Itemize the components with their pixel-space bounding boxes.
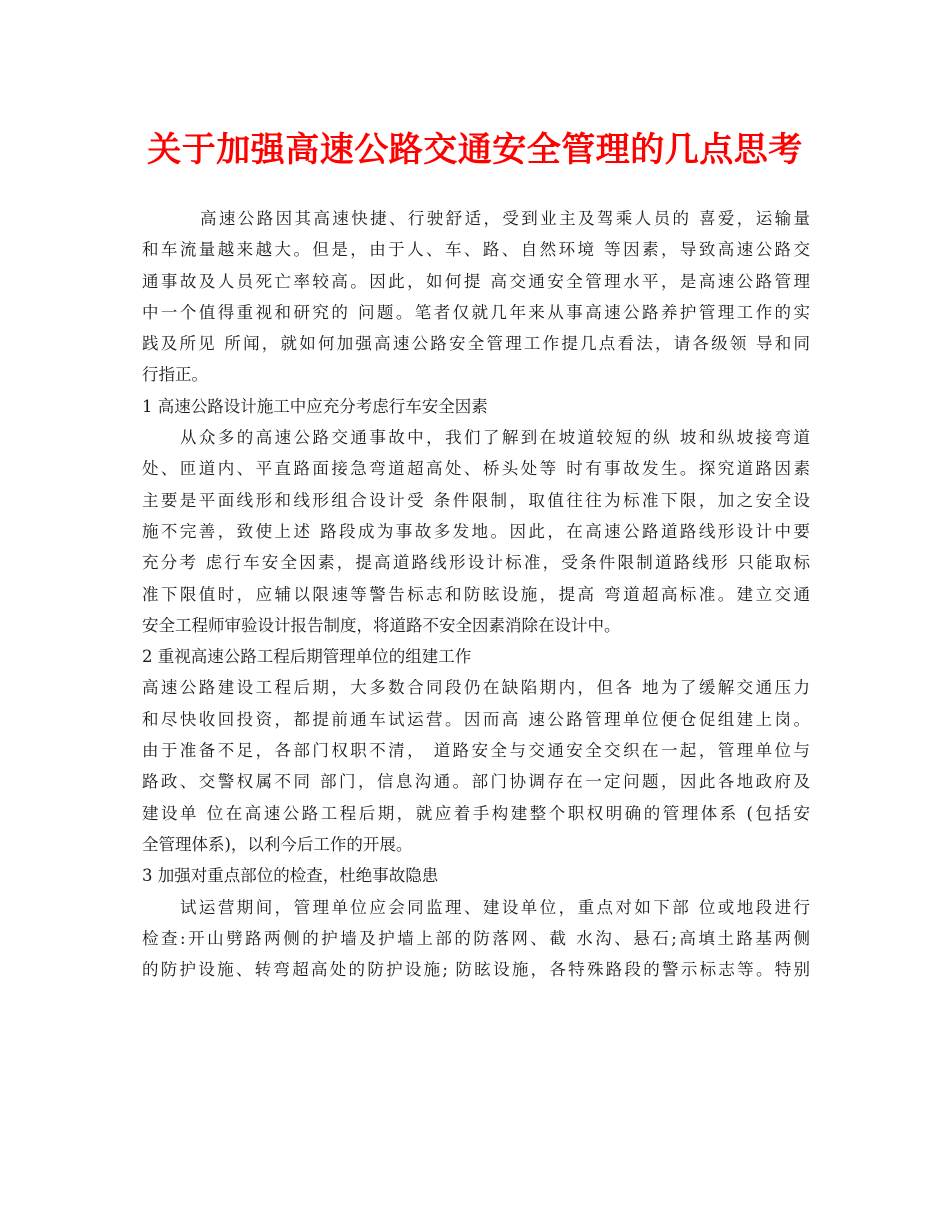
paragraph-line: 处、匝道内、平直路面接急弯道超高处、桥头处等 时有事故发生。探究道路因素 <box>142 459 810 479</box>
paragraph-line: 行指正。 <box>142 365 208 385</box>
paragraph-line: 高速公路建设工程后期，大多数合同段仍在缺陷期内，但各 地为了缓解交通压力 <box>142 678 810 698</box>
document-title: 关于加强高速公路交通安全管理的几点思考 <box>147 130 803 170</box>
paragraph-line: 和车流量越来越大。但是，由于人、车、路、自然环境 等因素，导致高速公路交 <box>142 240 810 260</box>
paragraph-line: 安全工程师审验设计报告制度，将道路不安全因素消除在设计中。 <box>142 615 621 635</box>
paragraph-line: 通事故及人员死亡率较高。因此，如何提 高交通安全管理水平，是高速公路管理 <box>142 271 810 291</box>
section-heading: 1 高速公路设计施工中应充分考虑行车安全因素 <box>142 396 488 416</box>
paragraph-line: 检查:开山劈路两侧的护墙及护墙上部的防落网、截 水沟、悬石;高填土路基两侧 <box>142 928 810 948</box>
document-body <box>142 203 810 985</box>
paragraph-line: 和尽快收回投资，都提前通车试运营。因而高 速公路管理单位便仓促组建上岗。 <box>142 709 810 729</box>
paragraph-line: 主要是平面线形和线形组合设计受 条件限制，取值往往为标准下限，加之安全设 <box>142 490 810 510</box>
paragraph-line: 施不完善，致使上述 路段成为事故多发地。因此，在高速公路道路线形设计中要 <box>142 521 810 541</box>
paragraph-line: 的防护设施、转弯超高处的防护设施; 防眩设施，各特殊路段的警示标志等。特别 <box>142 960 810 980</box>
paragraph-line: 由于准备不足，各部门权职不清， 道路安全与交通安全交织在一起，管理单位与 <box>142 741 810 761</box>
paragraph-line: 准下限值时，应辅以限速等警告标志和防眩设施，提高 弯道超高标准。建立交通 <box>142 584 810 604</box>
section-heading: 2 重视高速公路工程后期管理单位的组建工作 <box>142 647 472 667</box>
paragraph-line: 全管理体系)，以利今后工作的开展。 <box>142 834 413 854</box>
paragraph-line: 建设单 位在高速公路工程后期，就应着手构建整个职权明确的管理体系 (包括安 <box>142 803 810 823</box>
paragraph-line: 试运营期间，管理单位应会同监理、建设单位，重点对如下部 位或地段进行 <box>180 897 810 917</box>
paragraph-line: 路政、交警权属不同 部门，信息沟通。部门协调存在一定问题，因此各地政府及 <box>142 772 810 792</box>
paragraph-line: 从众多的高速公路交通事故中，我们了解到在坡道较短的纵 坡和纵坡接弯道 <box>180 428 810 448</box>
paragraph-line: 践及所见 所闻，就如何加强高速公路安全管理工作提几点看法，请各级领 导和同 <box>142 334 810 354</box>
section-heading: 3 加强对重点部位的检查，杜绝事故隐患 <box>142 866 439 886</box>
paragraph-line: 中一个值得重视和研究的 问题。笔者仅就几年来从事高速公路养护管理工作的实 <box>142 302 810 322</box>
paragraph-line: 充分考 虑行车安全因素，提高道路线形设计标准，受条件限制道路线形 只能取标 <box>142 553 810 573</box>
paragraph-line: 高速公路因其高速快捷、行驶舒适，受到业主及驾乘人员的 喜爱，运输量 <box>200 209 810 228</box>
